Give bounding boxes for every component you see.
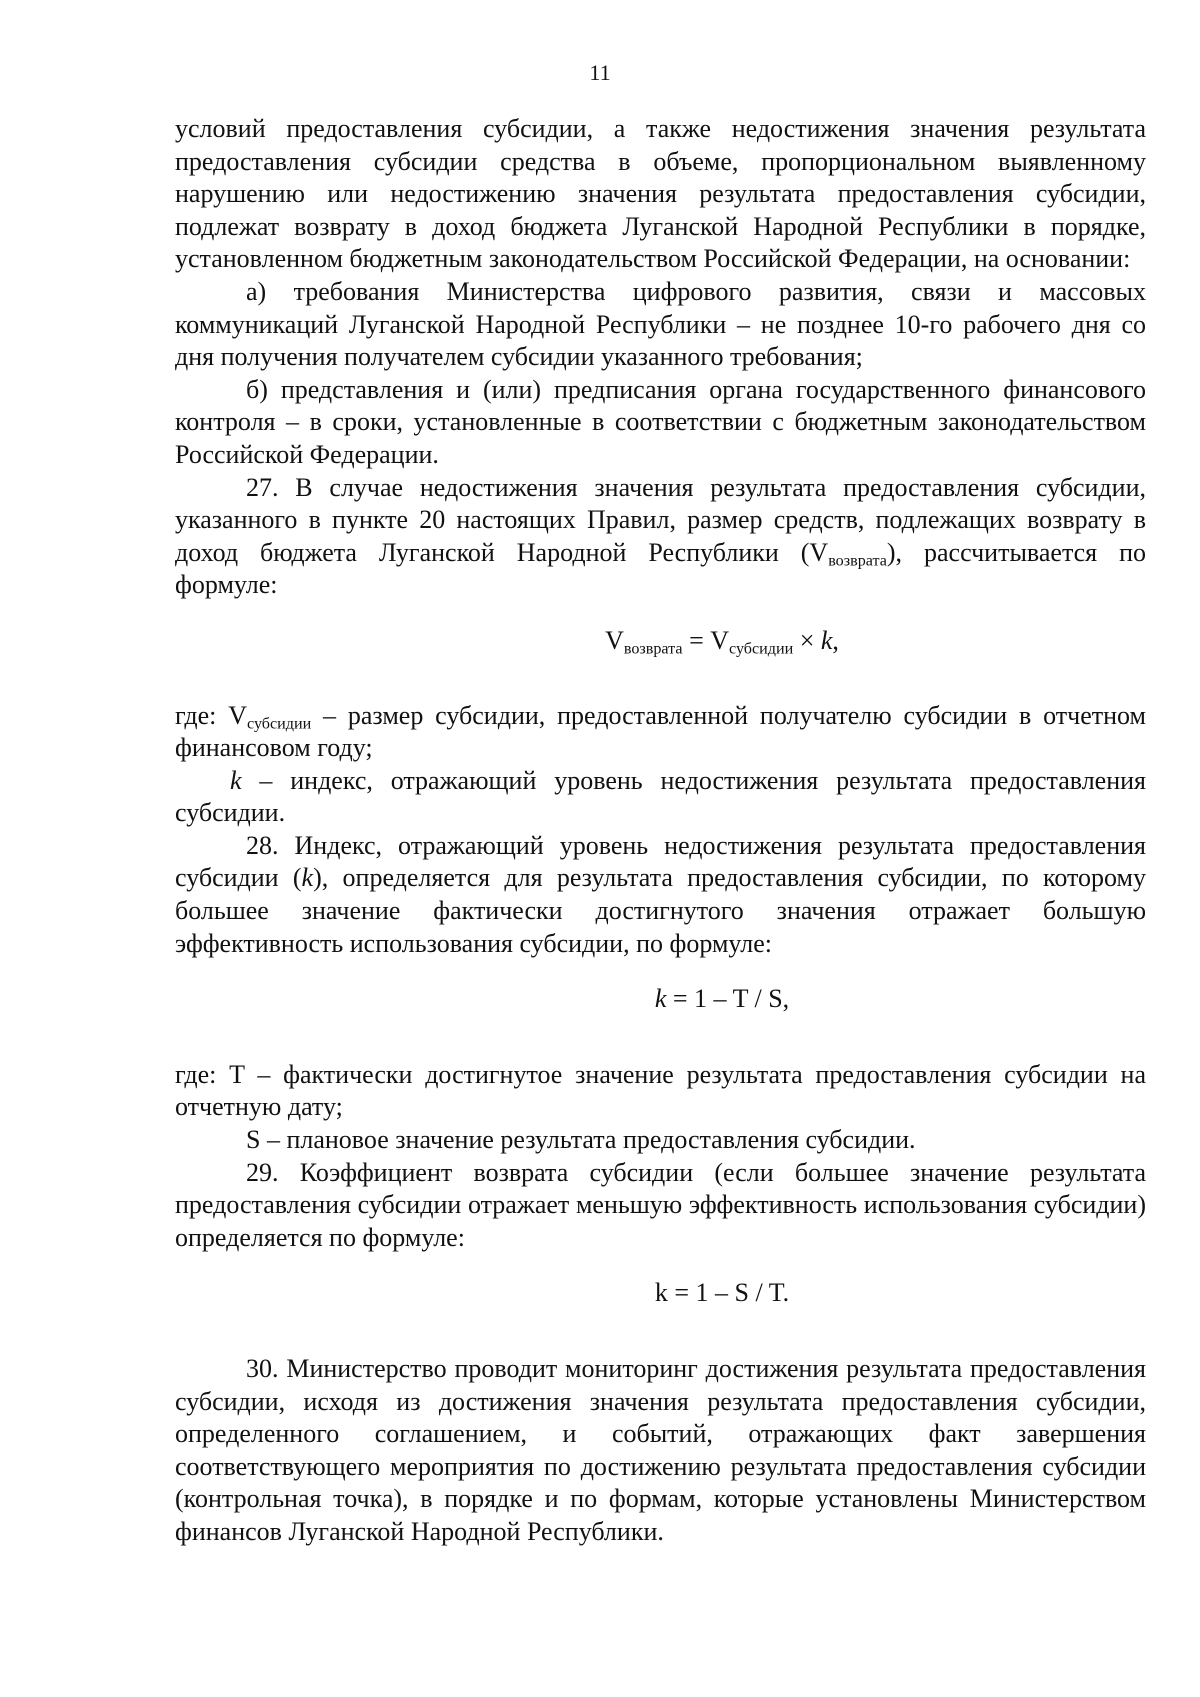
definition-k-symbol: k xyxy=(230,765,242,795)
definition-k-text: – индекс, отражающий уровень недостижения результата предоставления субсидии. xyxy=(175,765,1146,828)
paragraph-27-subscript: возврата xyxy=(828,552,887,570)
formula1-sub-return: возврата xyxy=(623,640,683,658)
paragraph-27 xyxy=(175,472,1146,602)
formula2-k: k xyxy=(654,984,667,1014)
definition-t: где: T – фактически достигнутое значение результата предоставления субсидии на отчетную дату; xyxy=(175,1059,1146,1122)
page-number: 11 xyxy=(589,60,611,85)
definition-s: S – плановое значение результата предоставления субсидии. xyxy=(246,1125,916,1155)
paragraph-27-text: 27. В случае недостижения значения результата предоставления субсидии, указанного в пункте 20 настоящих Правил, размер средств, подлежащих возврату в доход бюджета Луганской Народной Республики (V xyxy=(175,472,1146,567)
paragraph-item-b: б) представления и (или) предписания органа государственного финансового контроля – в сроки, установленные в соответствии с бюджетным законодательством Российской Федерации. xyxy=(175,374,1146,469)
formula1-eq: = V xyxy=(682,625,730,655)
definition-k xyxy=(175,765,1146,830)
formula-index-k xyxy=(175,960,1146,1059)
paragraph-28 xyxy=(175,830,1146,960)
definition-v-prefix: где: V xyxy=(175,700,247,730)
formula1-times: × xyxy=(793,625,821,655)
document-body xyxy=(175,113,1146,1549)
paragraph-intro: условий предоставления субсидии, а также недостижения значения результата предоставления субсидии средства в объеме, пропорциональном выявленному нарушению или недостижению значения результата предоставления субсидии, подлежат возврату в доход бюджета Луганской Народной Республики в порядке, установленном бюджетным законодательством Российской Федерации, на основании: xyxy=(175,114,1146,274)
paragraph-29: 29. Коэффициент возврата субсидии (если большее значение результата предоставления субсидии отражает меньшую эффективность использования субсидии) определяется по формуле: xyxy=(175,1157,1146,1252)
formula1-k: k xyxy=(820,625,833,655)
paragraph-28-b: ), определяется для результата предоставления субсидии, по которому большее значение фактически достигнутого значения отражает большую эффективность использования субсидии, по формуле: xyxy=(175,863,1146,958)
paragraph-item-a: а) требования Министерства цифрового развития, связи и массовых коммуникаций Луганской Народной Республики – не позднее 10-го рабочего дня со дня получения получателем субсидии указанного требования; xyxy=(175,276,1146,372)
formula1-sub-subsidy: субсидии xyxy=(729,640,794,658)
paragraph-27-tail: ), рассчитывается по формуле: xyxy=(175,537,1147,600)
formula1-tail: , xyxy=(832,625,839,655)
formula2-rest: = 1 – T / S, xyxy=(666,984,790,1014)
paragraph-28-k: k xyxy=(301,863,314,893)
paragraph-30: 30. Министерство проводит мониторинг достижения результата предоставления субсидии, исходя из достижения значения результата предоставления субсидии, определенного соглашением, и событий, отражающих факт завершения соответствующего мероприятия по достижению результата предоставления субсидии (контрольная точка), в порядке и по формам, которые установлены Министерством финансов Луганской Народной Республики. xyxy=(175,1354,1146,1546)
definition-v-subscript: субсидии xyxy=(247,715,312,732)
paragraph-28-a: 28. Индекс, отражающий уровень недостижения результата предоставления субсидии ( xyxy=(175,830,1146,893)
formula-return-coefficient: k = 1 – S / T. xyxy=(654,1278,790,1308)
definition-v-subsidy xyxy=(175,700,1146,765)
formula-return-volume xyxy=(175,602,1146,700)
formula1-v: V xyxy=(605,625,624,655)
definition-v-text: – размер субсидии, предоставленной получателю субсидии в отчетном финансовом году; xyxy=(175,700,1147,763)
